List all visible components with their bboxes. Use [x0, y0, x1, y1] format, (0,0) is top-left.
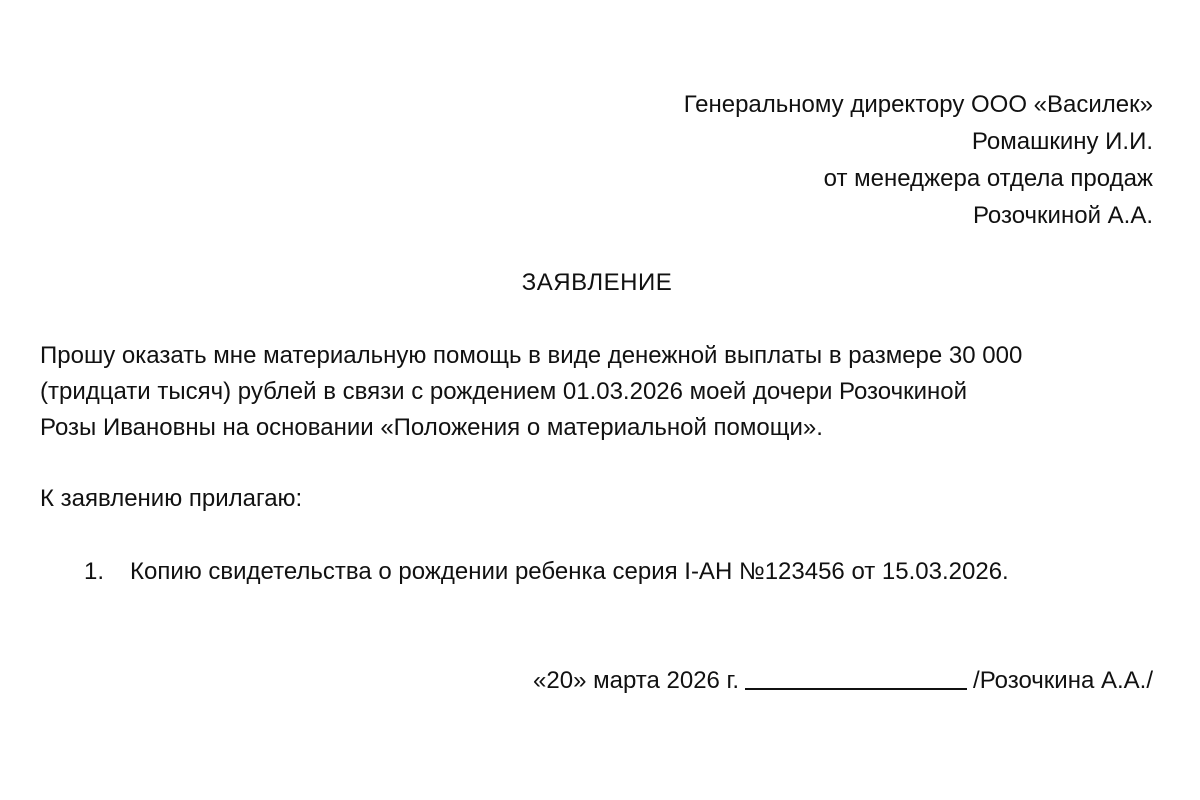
sender-name: Розочкиной А.А.	[972, 202, 1153, 229]
list-item	[84, 554, 1009, 590]
document-title: ЗАЯВЛЕНИЕ	[521, 269, 673, 296]
addressee-position: Генеральному директору ООО «Василек»	[683, 91, 1153, 118]
attachments-intro: К заявлению прилагаю:	[40, 485, 303, 512]
request-line-1: Прошу оказать мне материальную помощь в виде денежной выплаты в размере 30 000	[40, 342, 1023, 369]
attachment-list	[84, 554, 1009, 590]
signature-name: /Розочкина А.А./	[973, 667, 1153, 694]
request-line-3: Розы Ивановны на основании «Положения о материальной помощи».	[40, 414, 823, 441]
list-item-number: 1.	[84, 558, 105, 585]
signature-blank-line	[745, 664, 967, 690]
signature-date: «20» марта 2026 г.	[533, 667, 740, 694]
sender-position: от менеджера отдела продаж	[823, 165, 1153, 192]
signature-block	[533, 662, 1153, 699]
request-line-2: (тридцати тысяч) рублей в связи с рождением 01.03.2026 моей дочери Розочкиной	[40, 378, 968, 405]
request-paragraph	[40, 338, 1170, 446]
addressee-name: Ромашкину И.И.	[971, 128, 1153, 155]
list-item-text: Копию свидетельства о рождении ребенка серия I-АН №123456 от 15.03.2026.	[130, 558, 1009, 585]
addressee-block	[684, 86, 1153, 234]
